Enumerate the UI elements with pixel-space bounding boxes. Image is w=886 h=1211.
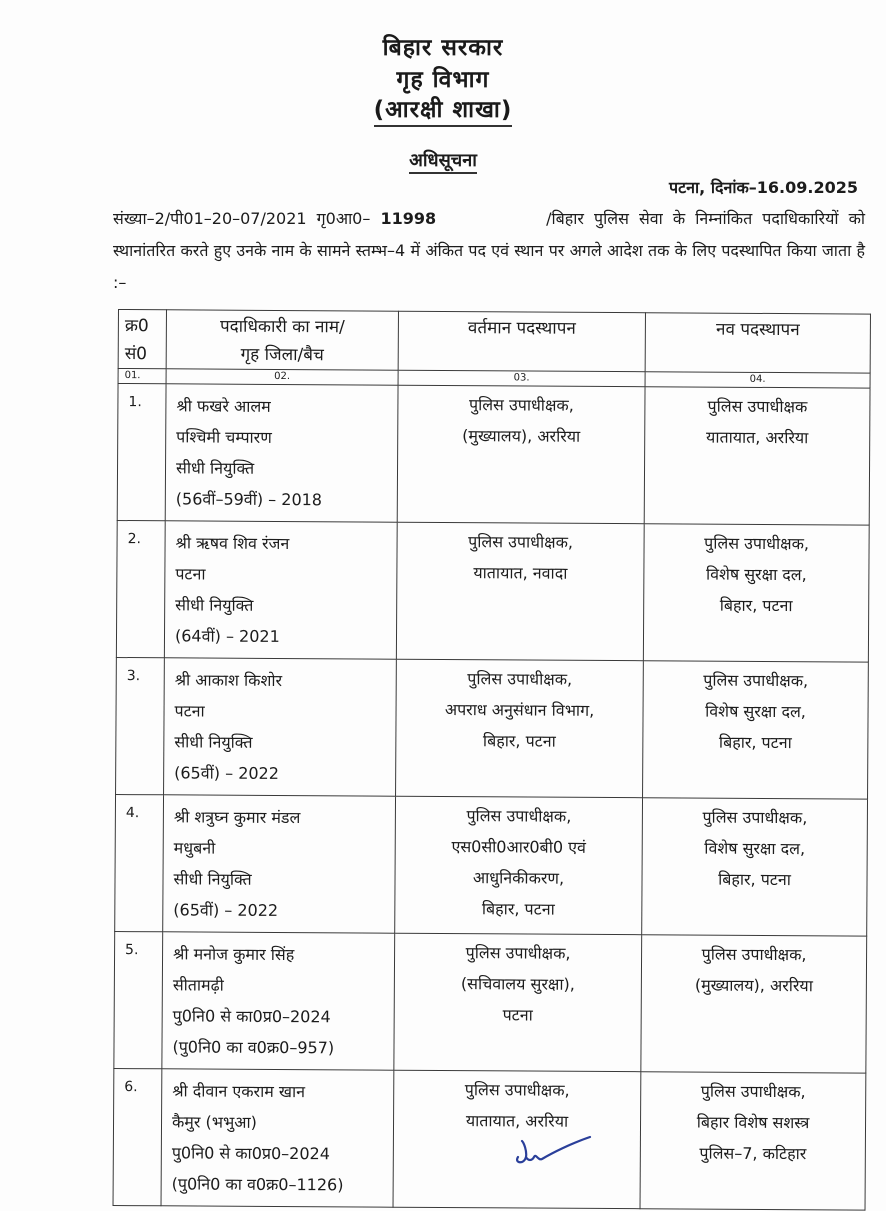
- officer-name: श्री दीवान एकराम खान: [172, 1081, 306, 1102]
- current-posting: पुलिस उपाधीक्षक, एस0सी0आर0बी0 एवं आधुनिकीकरण, बिहार, पटना: [395, 796, 643, 935]
- header-name: पदाधिकारी का नाम/ गृह जिला/बैच: [166, 310, 398, 370]
- date-line: पटना, दिनांक–16.09.2025: [669, 178, 858, 197]
- table-row: [115, 794, 868, 936]
- table-row: [113, 1068, 866, 1210]
- current-posting: पुलिस उपाधीक्षक, (मुख्यालय), अररिया: [397, 385, 645, 524]
- batch: (56वीं–59वीं) – 2018: [175, 489, 323, 510]
- intro-paragraph: [113, 203, 865, 299]
- intro-text: /बिहार पुलिस सेवा के निम्नांकित पदाधिकारियों को स्थानांतरित करते हुए उनके नाम के सामने स्तम्भ–4 में अंकित पद एवं स्थान पर अगले आदेश तक के लिए पदस्थापित किया जाता है :–: [113, 209, 866, 292]
- appointment-type: सीधी नियुक्ति: [173, 869, 252, 889]
- new-posting: पुलिस उपाधीक्षक, (मुख्यालय), अररिया: [641, 935, 867, 1073]
- home-district: सीतामढ़ी: [172, 975, 224, 995]
- table-row: [117, 384, 870, 526]
- serial-number: 6.: [113, 1068, 162, 1205]
- serial-number: 1.: [117, 384, 166, 521]
- header-new-posting: नव पदस्थापन: [645, 313, 870, 373]
- appointment-type: सीधी नियुक्ति: [174, 732, 253, 752]
- current-posting: पुलिस उपाधीक्षक, यातायात, अररिया: [393, 1070, 641, 1209]
- table-row: [116, 657, 869, 799]
- new-posting: पुलिस उपाधीक्षक, बिहार विशेष सशस्त्र पुलिस–7, कटिहार: [640, 1072, 866, 1210]
- officer-name: श्री ऋषव शिव रंजन: [175, 533, 290, 554]
- reference-prefix: संख्या–2/पी01–20–07/2021 गृ0आ0–: [113, 209, 371, 228]
- table-row: [116, 520, 869, 662]
- new-posting: पुलिस उपाधीक्षक, विशेष सुरक्षा दल, बिहार, पटना: [642, 798, 868, 936]
- table-header-row: [118, 310, 870, 374]
- batch: (64वीं) – 2021: [174, 626, 280, 646]
- appointment-type: पु0नि0 से का0प्र0–2024: [172, 1006, 331, 1027]
- department-title: गृह विभाग: [396, 67, 490, 93]
- current-posting: पुलिस उपाधीक्षक, (सचिवालय सुरक्षा), पटना: [394, 933, 642, 1072]
- officer-name: श्री फखरे आलम: [176, 396, 271, 416]
- batch: (65वीं) – 2022: [173, 900, 279, 920]
- home-district: कैमुर (भभुआ): [171, 1112, 257, 1132]
- current-posting: पुलिस उपाधीक्षक, यातायात, नवादा: [396, 522, 644, 661]
- column-number: 04.: [645, 372, 870, 388]
- transfer-table: [113, 309, 871, 1211]
- header-current-posting: वर्तमान पदस्थापन: [398, 311, 645, 372]
- serial-number: 4.: [115, 794, 164, 931]
- new-posting: पुलिस उपाधीक्षक यातायात, अररिया: [644, 387, 870, 525]
- reference-number: 11998: [380, 209, 437, 228]
- officer-details: [164, 521, 397, 659]
- serial-number: 5.: [114, 931, 163, 1068]
- officer-name: श्री आकाश किशोर: [174, 670, 283, 691]
- officer-name: श्री शत्रुघ्न कुमार मंडल: [173, 807, 301, 828]
- home-district: पटना: [175, 564, 206, 584]
- batch: (पु0नि0 का व0क्र0–1126): [171, 1174, 344, 1195]
- appointment-type: पु0नि0 से का0प्र0–2024: [171, 1143, 330, 1164]
- govt-title: बिहार सरकार: [382, 35, 504, 61]
- new-posting: पुलिस उपाधीक्षक, विशेष सुरक्षा दल, बिहार, पटना: [643, 524, 869, 662]
- column-number: 03.: [398, 370, 645, 387]
- table-row: [114, 931, 867, 1073]
- home-district: पटना: [174, 701, 205, 721]
- officer-details: [165, 384, 398, 522]
- officer-details: [161, 1069, 394, 1207]
- signature-icon: [512, 1135, 592, 1167]
- column-number: 02.: [166, 369, 398, 385]
- current-posting: पुलिस उपाधीक्षक, अपराध अनुसंधान विभाग, बिहार, पटना: [396, 659, 644, 798]
- column-number: 01.: [118, 369, 166, 384]
- officer-details: [164, 658, 397, 796]
- appointment-type: सीधी नियुक्ति: [175, 595, 254, 615]
- batch: (65वीं) – 2022: [174, 763, 280, 783]
- officer-details: [162, 932, 395, 1070]
- appointment-type: सीधी नियुक्ति: [175, 458, 255, 478]
- officer-details: [163, 795, 396, 933]
- notification-heading: अधिसूचना: [0, 148, 886, 172]
- header-serial: क्र0 सं0: [118, 310, 166, 369]
- branch-title: (आरक्षी शाखा): [0, 92, 886, 124]
- new-posting: पुलिस उपाधीक्षक, विशेष सुरक्षा दल, बिहार, पटना: [643, 661, 869, 799]
- officer-name: श्री मनोज कुमार सिंह: [173, 944, 295, 965]
- home-district: मधुबनी: [173, 838, 216, 858]
- serial-number: 2.: [116, 520, 165, 657]
- serial-number: 3.: [116, 657, 165, 794]
- home-district: पश्चिमी चम्पारण: [176, 427, 272, 447]
- batch: (पु0नि0 का व0क्र0–957): [172, 1037, 335, 1058]
